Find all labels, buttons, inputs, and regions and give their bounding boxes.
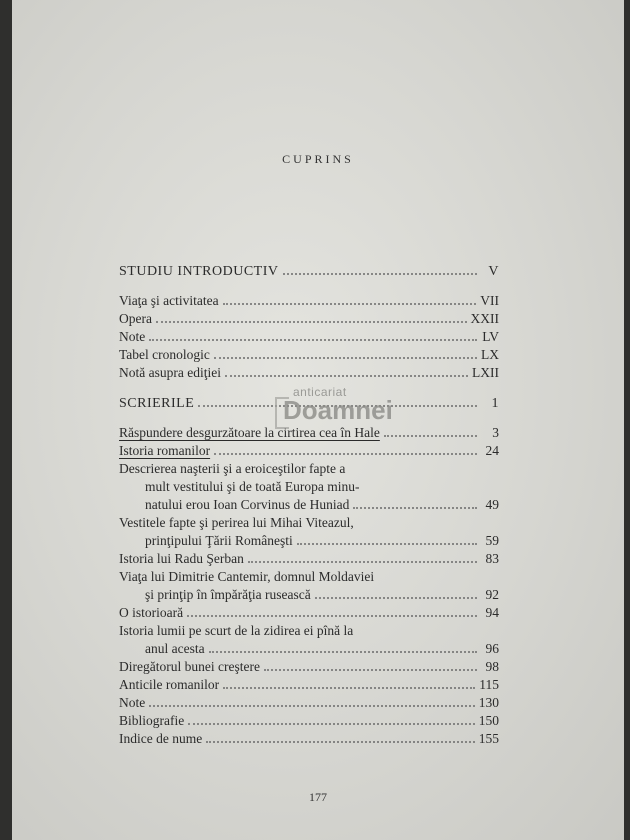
- dot-leader: [214, 346, 477, 359]
- dot-leader: [209, 640, 477, 653]
- toc-entry-viata-dimitrie: [119, 568, 499, 604]
- toc-page: 49: [485, 497, 499, 512]
- toc-entry-opera: [119, 310, 499, 328]
- toc-label: STUDIU INTRODUCTIV: [119, 264, 279, 279]
- toc-label: Opera: [119, 311, 152, 326]
- toc-label: Istoria lui Radu Şerban: [119, 551, 244, 566]
- toc-label: Anticile romanilor: [119, 677, 220, 692]
- toc-page: LX: [481, 347, 499, 362]
- toc-page: 155: [478, 731, 499, 746]
- toc-label-line: Viaţa lui Dimitrie Cantemir, domnul Moldaviei: [119, 569, 375, 584]
- dot-leader: [264, 658, 477, 671]
- toc-entry-viata: [119, 292, 499, 310]
- toc-page: 94: [485, 605, 499, 620]
- watermark-small-text: anticariat: [293, 385, 347, 399]
- toc-label: Indice de nume: [119, 731, 203, 746]
- toc-label-line: Istoria lumii pe scurt de la zidirea ei pînă la: [119, 623, 354, 638]
- toc-entry-istorioara: [119, 604, 499, 622]
- dot-leader: [206, 730, 475, 743]
- toc-entry-descrierea: [119, 460, 499, 514]
- toc-entry-studiu: [119, 262, 499, 280]
- toc-page: 150: [478, 713, 499, 728]
- toc-label: Note: [119, 695, 146, 710]
- toc-page: 92: [485, 587, 499, 602]
- toc-label: O istorioară: [119, 605, 184, 620]
- toc-label-line: Descrierea naşterii şi a eroiceştilor fapte a: [119, 461, 346, 476]
- book-page: [12, 0, 624, 840]
- toc-page: V: [488, 264, 499, 279]
- table-of-contents: [119, 262, 499, 748]
- dot-leader: [149, 694, 475, 707]
- page-number: 177: [309, 790, 327, 804]
- toc-label: Notă asupra ediţiei: [119, 365, 221, 380]
- toc-label-line: natului erou Ioan Corvinus de Huniad: [145, 497, 350, 512]
- dot-leader: [187, 604, 477, 617]
- dot-leader: [353, 496, 477, 509]
- dot-leader: [248, 550, 477, 563]
- dot-leader: [188, 712, 475, 725]
- toc-page: LXII: [472, 365, 499, 380]
- toc-label-line: anul acesta: [145, 641, 205, 656]
- toc-label: Bibliografie: [119, 713, 185, 728]
- dot-leader: [223, 292, 477, 305]
- watermark-big-text: Doamnei: [283, 395, 393, 425]
- toc-label: Răspundere desgurzătoare la cirtirea cea în Hale: [119, 425, 380, 440]
- toc-label-line: Vestitele fapte şi perirea lui Mihai Viteazul,: [119, 515, 354, 530]
- toc-page: LV: [482, 329, 499, 344]
- toc-page: 130: [478, 695, 499, 710]
- dot-leader: [297, 532, 477, 545]
- toc-entry-anticile: [119, 676, 499, 694]
- toc-label-line: prinţipului Ţării Româneşti: [145, 533, 293, 548]
- toc-page: 59: [485, 533, 499, 548]
- toc-entry-note: [119, 328, 499, 346]
- dot-leader: [225, 364, 468, 377]
- toc-entry-tabel: [119, 346, 499, 364]
- watermark-logo: [275, 385, 425, 433]
- toc-entry-indice: [119, 730, 499, 748]
- dot-leader: [156, 310, 467, 323]
- toc-page: 24: [485, 443, 499, 458]
- toc-entry-note-2: [119, 694, 499, 712]
- toc-label: SCRIERILE: [119, 396, 195, 411]
- toc-label: Tabel cronologic: [119, 347, 210, 362]
- toc-label: Note: [119, 329, 146, 344]
- toc-page: VII: [480, 293, 499, 308]
- toc-page: 98: [485, 659, 499, 674]
- toc-label: Istoria romanilor: [119, 443, 211, 458]
- toc-label-line: mult vestitului şi de toată Europa minu-: [145, 479, 360, 494]
- dot-leader: [149, 328, 477, 341]
- toc-entry-radu: [119, 550, 499, 568]
- dot-leader: [214, 442, 477, 455]
- toc-page: 96: [485, 641, 499, 656]
- toc-page: XXII: [470, 311, 499, 326]
- toc-entry-istoria-romanilor: [119, 442, 499, 460]
- dot-leader: [283, 262, 478, 275]
- toc-label: Viaţa şi activitatea: [119, 293, 219, 308]
- toc-entry-vestitele: [119, 514, 499, 550]
- toc-label: Diregătorul bunei creştere: [119, 659, 260, 674]
- toc-entry-istoria-lumii: [119, 622, 499, 658]
- toc-entry-diregatorul: [119, 658, 499, 676]
- toc-page: 115: [479, 677, 499, 692]
- toc-page: 1: [491, 396, 499, 411]
- dot-leader: [315, 586, 477, 599]
- toc-entry-nota: [119, 364, 499, 382]
- dot-leader: [223, 676, 475, 689]
- toc-page: 3: [492, 425, 499, 440]
- toc-page: 83: [485, 551, 499, 566]
- toc-label-line: şi prinţip în împărăţia rusească: [145, 587, 311, 602]
- toc-entry-bibliografie: [119, 712, 499, 730]
- page-title: CUPRINS: [282, 152, 354, 166]
